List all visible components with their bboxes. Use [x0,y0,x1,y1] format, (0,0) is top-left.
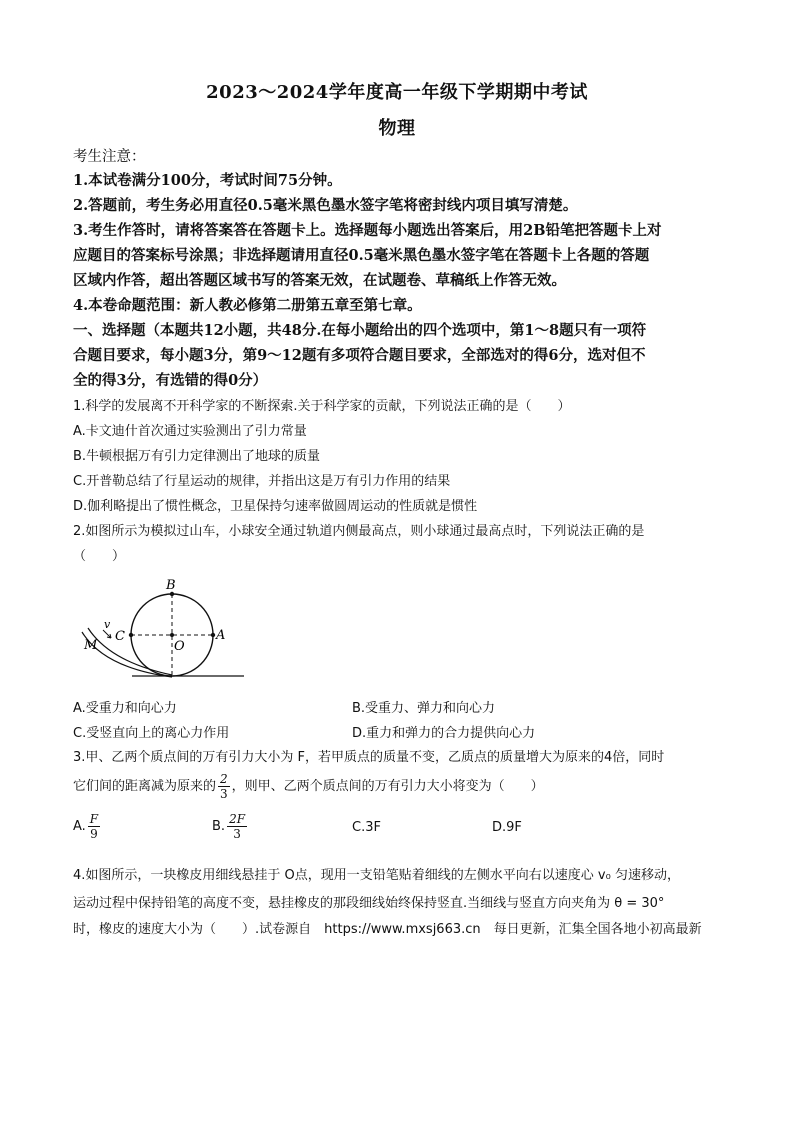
label-a: A [216,628,226,643]
notice-item-3: 3.考生作答时，请将答案答在答题卡上。选择题每小题选出答案后，用2B铅笔把答题卡上对 [73,222,662,239]
q2-option-c: C.受竖直向上的离心力作用 [73,726,230,741]
q3-stem-post: ，则甲、乙两个质点间的万有引力大小将变为（ ） [231,779,544,794]
q3-frac-den: 3 [220,787,228,801]
section1-line-3: 全的得3分，有选错的得0分） [73,372,268,389]
q3-option-a-prefix: A. [73,819,86,834]
q3-option-a-den: 9 [90,827,98,841]
q4-line-2: 运动过程中保持铅笔的高度不变，悬挂橡皮的那段细线始终保持竖直.当细线与竖直方向夹角为 θ = 30° [73,896,665,911]
q3-option-a [73,812,102,841]
q2-option-b: B.受重力、弹力和向心力 [352,701,496,716]
q2-option-d: D.重力和弹力的合力提供向心力 [352,726,536,741]
notice-heading: 考生注意： [73,149,146,165]
roller-coaster-figure [74,576,254,686]
section1-line-1: 一、选择题（本题共12小题，共48分.在每小题给出的四个选项中，第1～8题只有一项符 [73,322,647,339]
q1-option-b: B.牛顿根据万有引力定律测出了地球的质量 [73,449,321,464]
q3-option-b-prefix: B. [212,819,226,834]
q2-stem-line-2: （ ） [73,549,126,564]
notice-item-2: 2.答题前，考生务必用直径0.5毫米黑色墨水签字笔将密封线内项目填写清楚。 [73,197,578,214]
notice-item-1: 1.本试卷满分100分，考试时间75分钟。 [73,172,342,189]
label-c: C [115,629,125,644]
q3-option-b-den: 3 [233,827,241,841]
label-m: M [84,638,98,653]
velocity-arrow [103,630,111,638]
q1-option-d: D.伽利略提出了惯性概念，卫星保持匀速率做圆周运动的性质就是惯性 [73,499,478,514]
q2-option-a: A.受重力和向心力 [73,701,177,716]
q4-line-3: 时，橡皮的速度大小为（ ）.试卷源自 https://www.mxsj663.cn 每日更新，汇集全国各地小初高最新 [73,922,702,937]
point-o [170,633,174,637]
q3-stem-pre: 它们间的距离减为原来的 [73,779,217,794]
label-v: v [104,618,111,631]
subject-title: 物理 [378,118,416,139]
q3-fraction [218,772,230,801]
q2-stem-line-1: 2.如图所示为模拟过山车，小球安全通过轨道内侧最高点，则小球通过最高点时，下列说法正确的是 [73,524,645,539]
notice-item-4: 4.本卷命题范围：新人教必修第二册第五章至第七章。 [73,297,422,314]
label-o: O [174,639,185,654]
q3-stem-line-1: 3.甲、乙两个质点间的万有引力大小为 F，若甲质点的质量不变，乙质点的质量增大为原来的4倍，同时 [73,750,665,765]
notice-item-3-cont-2: 区域内作答，超出答题区域书写的答案无效，在试题卷、草稿纸上作答无效。 [73,272,566,289]
q4-line-1: 4.如图所示，一块橡皮用细线悬挂于 O点，现用一支铅笔贴着细线的左侧水平向右以速度心 v₀ 匀速移动， [73,868,680,883]
point-c [129,633,133,637]
q3-option-b-num: 2F [229,812,246,826]
section1-line-2: 合题目要求，每小题3分，第9～12题有多项符合题目要求，全部选对的得6分，选对但不 [73,347,646,364]
q3-option-b-frac [227,812,247,841]
q3-option-a-frac [88,812,100,841]
q3-option-a-num: F [89,812,99,826]
q1-option-c: C.开普勒总结了行星运动的规律，并指出这是万有引力作用的结果 [73,474,451,489]
q3-option-c: C.3F [352,820,381,835]
point-a [211,633,215,637]
q3-frac-num: 2 [220,772,228,786]
q3-option-d: D.9F [492,820,522,835]
notice-item-3-cont-1: 应题目的答案标号涂黑；非选择题请用直径0.5毫米黑色墨水签字笔在答题卡上各题的答题 [73,247,650,264]
q1-option-a: A.卡文迪什首次通过实验测出了引力常量 [73,424,307,439]
q3-stem-line-2 [73,770,733,804]
q3-option-b [212,812,249,841]
q1-stem: 1.科学的发展离不开科学家的不断探索.关于科学家的贡献，下列说法正确的是（ ） [73,399,571,414]
label-b: B [166,578,176,593]
exam-title: 2023～2024学年度高一年级下学期期中考试 [206,82,588,103]
